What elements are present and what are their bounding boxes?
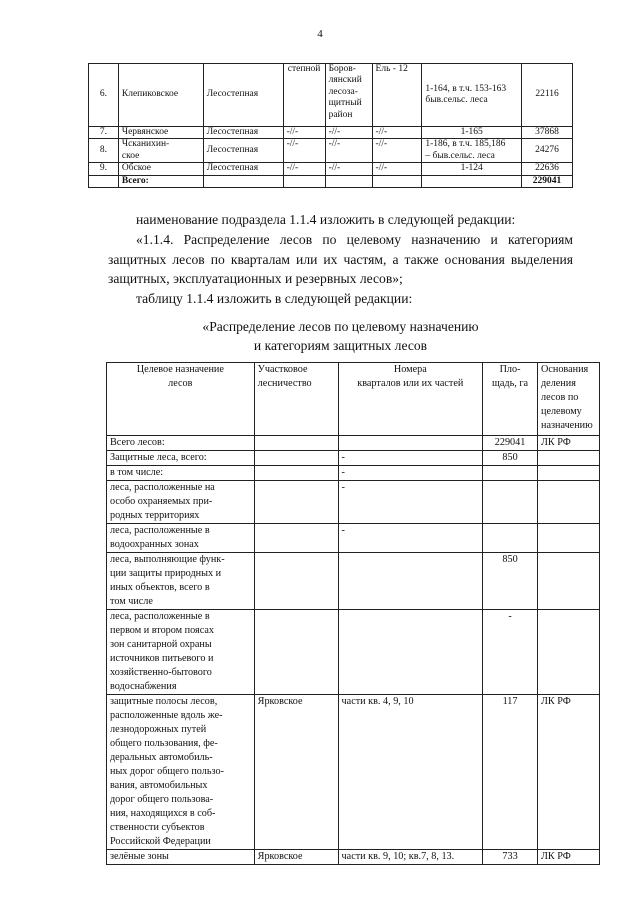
area: 37868 — [522, 127, 573, 139]
cell: степной — [283, 64, 325, 127]
basis-cell — [538, 481, 600, 524]
forest-distribution-table — [106, 362, 600, 865]
total-row — [89, 175, 573, 187]
area-cell: - — [483, 610, 538, 695]
forestry-cell — [254, 436, 338, 451]
header-row — [107, 363, 600, 436]
forestry-table — [88, 63, 573, 188]
row-number: 6. — [89, 64, 119, 127]
table-row — [107, 436, 600, 451]
cell: -//- — [325, 139, 372, 163]
cell: -//- — [325, 163, 372, 175]
forestry-cell — [254, 610, 338, 695]
row-number: 9. — [89, 163, 119, 175]
purpose-cell: леса, расположенные на особо охраняемых при- родных территориях — [107, 481, 255, 524]
forestry-name: Червянское — [118, 127, 203, 139]
basis-cell: ЛК РФ — [538, 850, 600, 865]
purpose-cell: Защитные леса, всего: — [107, 451, 255, 466]
forestry-cell — [254, 524, 338, 553]
table-row — [107, 850, 600, 865]
basis-cell — [538, 553, 600, 610]
table-row — [107, 610, 600, 695]
purpose-cell: Всего лесов: — [107, 436, 255, 451]
area: 22116 — [522, 64, 573, 127]
area-cell: 850 — [483, 451, 538, 466]
area-cell: 229041 — [483, 436, 538, 451]
area-cell — [483, 481, 538, 524]
total-value: 229041 — [522, 175, 573, 187]
quarters-cell: - — [338, 524, 483, 553]
cell: -//- — [283, 139, 325, 163]
table-row — [89, 64, 573, 127]
cell: Ель - 12 — [372, 64, 422, 127]
quarters-cell: - — [338, 481, 483, 524]
table-row — [89, 139, 573, 163]
table-row — [107, 481, 600, 524]
cell: -//- — [372, 139, 422, 163]
cell: -//- — [325, 127, 372, 139]
basis-cell — [538, 451, 600, 466]
paragraph-3: таблицу 1.1.4 изложить в следующей редакции: — [136, 291, 413, 306]
forestry-name: Обское — [118, 163, 203, 175]
header-area: Пло- щадь, га — [483, 363, 538, 436]
quarters-cell: части кв. 9, 10; кв.7, 8, 13. — [338, 850, 483, 865]
total-label: Всего: — [118, 175, 203, 187]
forestry-name: Клепиковское — [118, 64, 203, 127]
cell — [325, 175, 372, 187]
area-cell: 117 — [483, 695, 538, 850]
header-basis: Основания деления лесов по целевому назначению — [538, 363, 600, 436]
table-row — [107, 695, 600, 850]
area: 24276 — [522, 139, 573, 163]
quarters-cell: части кв. 4, 9, 10 — [338, 695, 483, 850]
purpose-cell: леса, расположенные в первом и втором поясах зон санитарной охраны источников питьевого и хозяйственно-бытового водоснабжения — [107, 610, 255, 695]
page-number: 4 — [317, 28, 323, 40]
area-cell — [483, 524, 538, 553]
cell: -//- — [283, 163, 325, 175]
quarters: 1-186, в т.ч. 185,186 – быв.сельс. леса — [422, 139, 522, 163]
forestry-cell — [254, 481, 338, 524]
area-cell — [483, 466, 538, 481]
quarters: 1-124 — [422, 163, 522, 175]
forestry-cell — [254, 451, 338, 466]
table-caption-line-2: и категориям защитных лесов — [253, 338, 428, 353]
zone: Лесостепная — [203, 64, 283, 127]
purpose-cell: в том числе: — [107, 466, 255, 481]
row-number: 7. — [89, 127, 119, 139]
quarters: 1-165 — [422, 127, 522, 139]
zone: Лесостепная — [203, 163, 283, 175]
quarters-cell — [338, 436, 483, 451]
row-number: 8. — [89, 139, 119, 163]
quarters-cell — [338, 553, 483, 610]
purpose-cell: зелёные зоны — [107, 850, 255, 865]
forestry-cell — [254, 466, 338, 481]
basis-cell — [538, 524, 600, 553]
quarters-cell: - — [338, 466, 483, 481]
table-row — [107, 524, 600, 553]
zone: Лесостепная — [203, 127, 283, 139]
cell: -//- — [372, 127, 422, 139]
forestry-name: Чсканихин- ское — [118, 139, 203, 163]
table-row — [107, 553, 600, 610]
cell — [203, 175, 283, 187]
area: 22636 — [522, 163, 573, 175]
header-quarters: Номера кварталов или их частей — [338, 363, 483, 436]
purpose-cell: леса, расположенные в водоохранных зонах — [107, 524, 255, 553]
zone: Лесостепная — [203, 139, 283, 163]
cell — [422, 175, 522, 187]
cell — [372, 175, 422, 187]
basis-cell: ЛК РФ — [538, 436, 600, 451]
cell — [89, 175, 119, 187]
cell: -//- — [283, 127, 325, 139]
purpose-cell: леса, выполняющие функ- ции защиты природных и иных объектов, всего в том числе — [107, 553, 255, 610]
basis-cell — [538, 466, 600, 481]
quarters-cell — [338, 610, 483, 695]
table-row — [89, 163, 573, 175]
table-row — [107, 466, 600, 481]
header-purpose: Целевое назначение лесов — [107, 363, 255, 436]
table-caption-line-1: «Распределение лесов по целевому назначению — [202, 319, 479, 334]
basis-cell: ЛК РФ — [538, 695, 600, 850]
quarters: 1-164, в т.ч. 153-163 быв.сельс. леса — [422, 64, 522, 127]
forestry-cell: Ярковское — [254, 850, 338, 865]
paragraph-1: наименование подраздела 1.1.4 изложить в следующей редакции: — [136, 212, 516, 227]
forestry-cell — [254, 553, 338, 610]
paragraph-2: «1.1.4. Распределение лесов по целевому назначению и категориям защитных лесов по кварталам или их частям, а также основания выделения защитных, эксплуатационных и резервных лесов»; — [108, 232, 573, 286]
header-forestry: Участковое лесничество — [254, 363, 338, 436]
cell: Боров- лянский лесоза- щитный район — [325, 64, 372, 127]
quarters-cell: - — [338, 451, 483, 466]
table-row — [89, 127, 573, 139]
cell: -//- — [372, 163, 422, 175]
area-cell: 850 — [483, 553, 538, 610]
purpose-cell: защитные полосы лесов, расположенные вдоль же- лезнодорожных путей общего пользования, фе- деральных автомобиль- ных дорог общего пользо- вания, автомобильных дорог общего пользова- ния, находящихся в соб- ственности субъектов Российской Федерации — [107, 695, 255, 850]
basis-cell — [538, 610, 600, 695]
forestry-cell: Ярковское — [254, 695, 338, 850]
cell — [283, 175, 325, 187]
area-cell: 733 — [483, 850, 538, 865]
table-row — [107, 451, 600, 466]
